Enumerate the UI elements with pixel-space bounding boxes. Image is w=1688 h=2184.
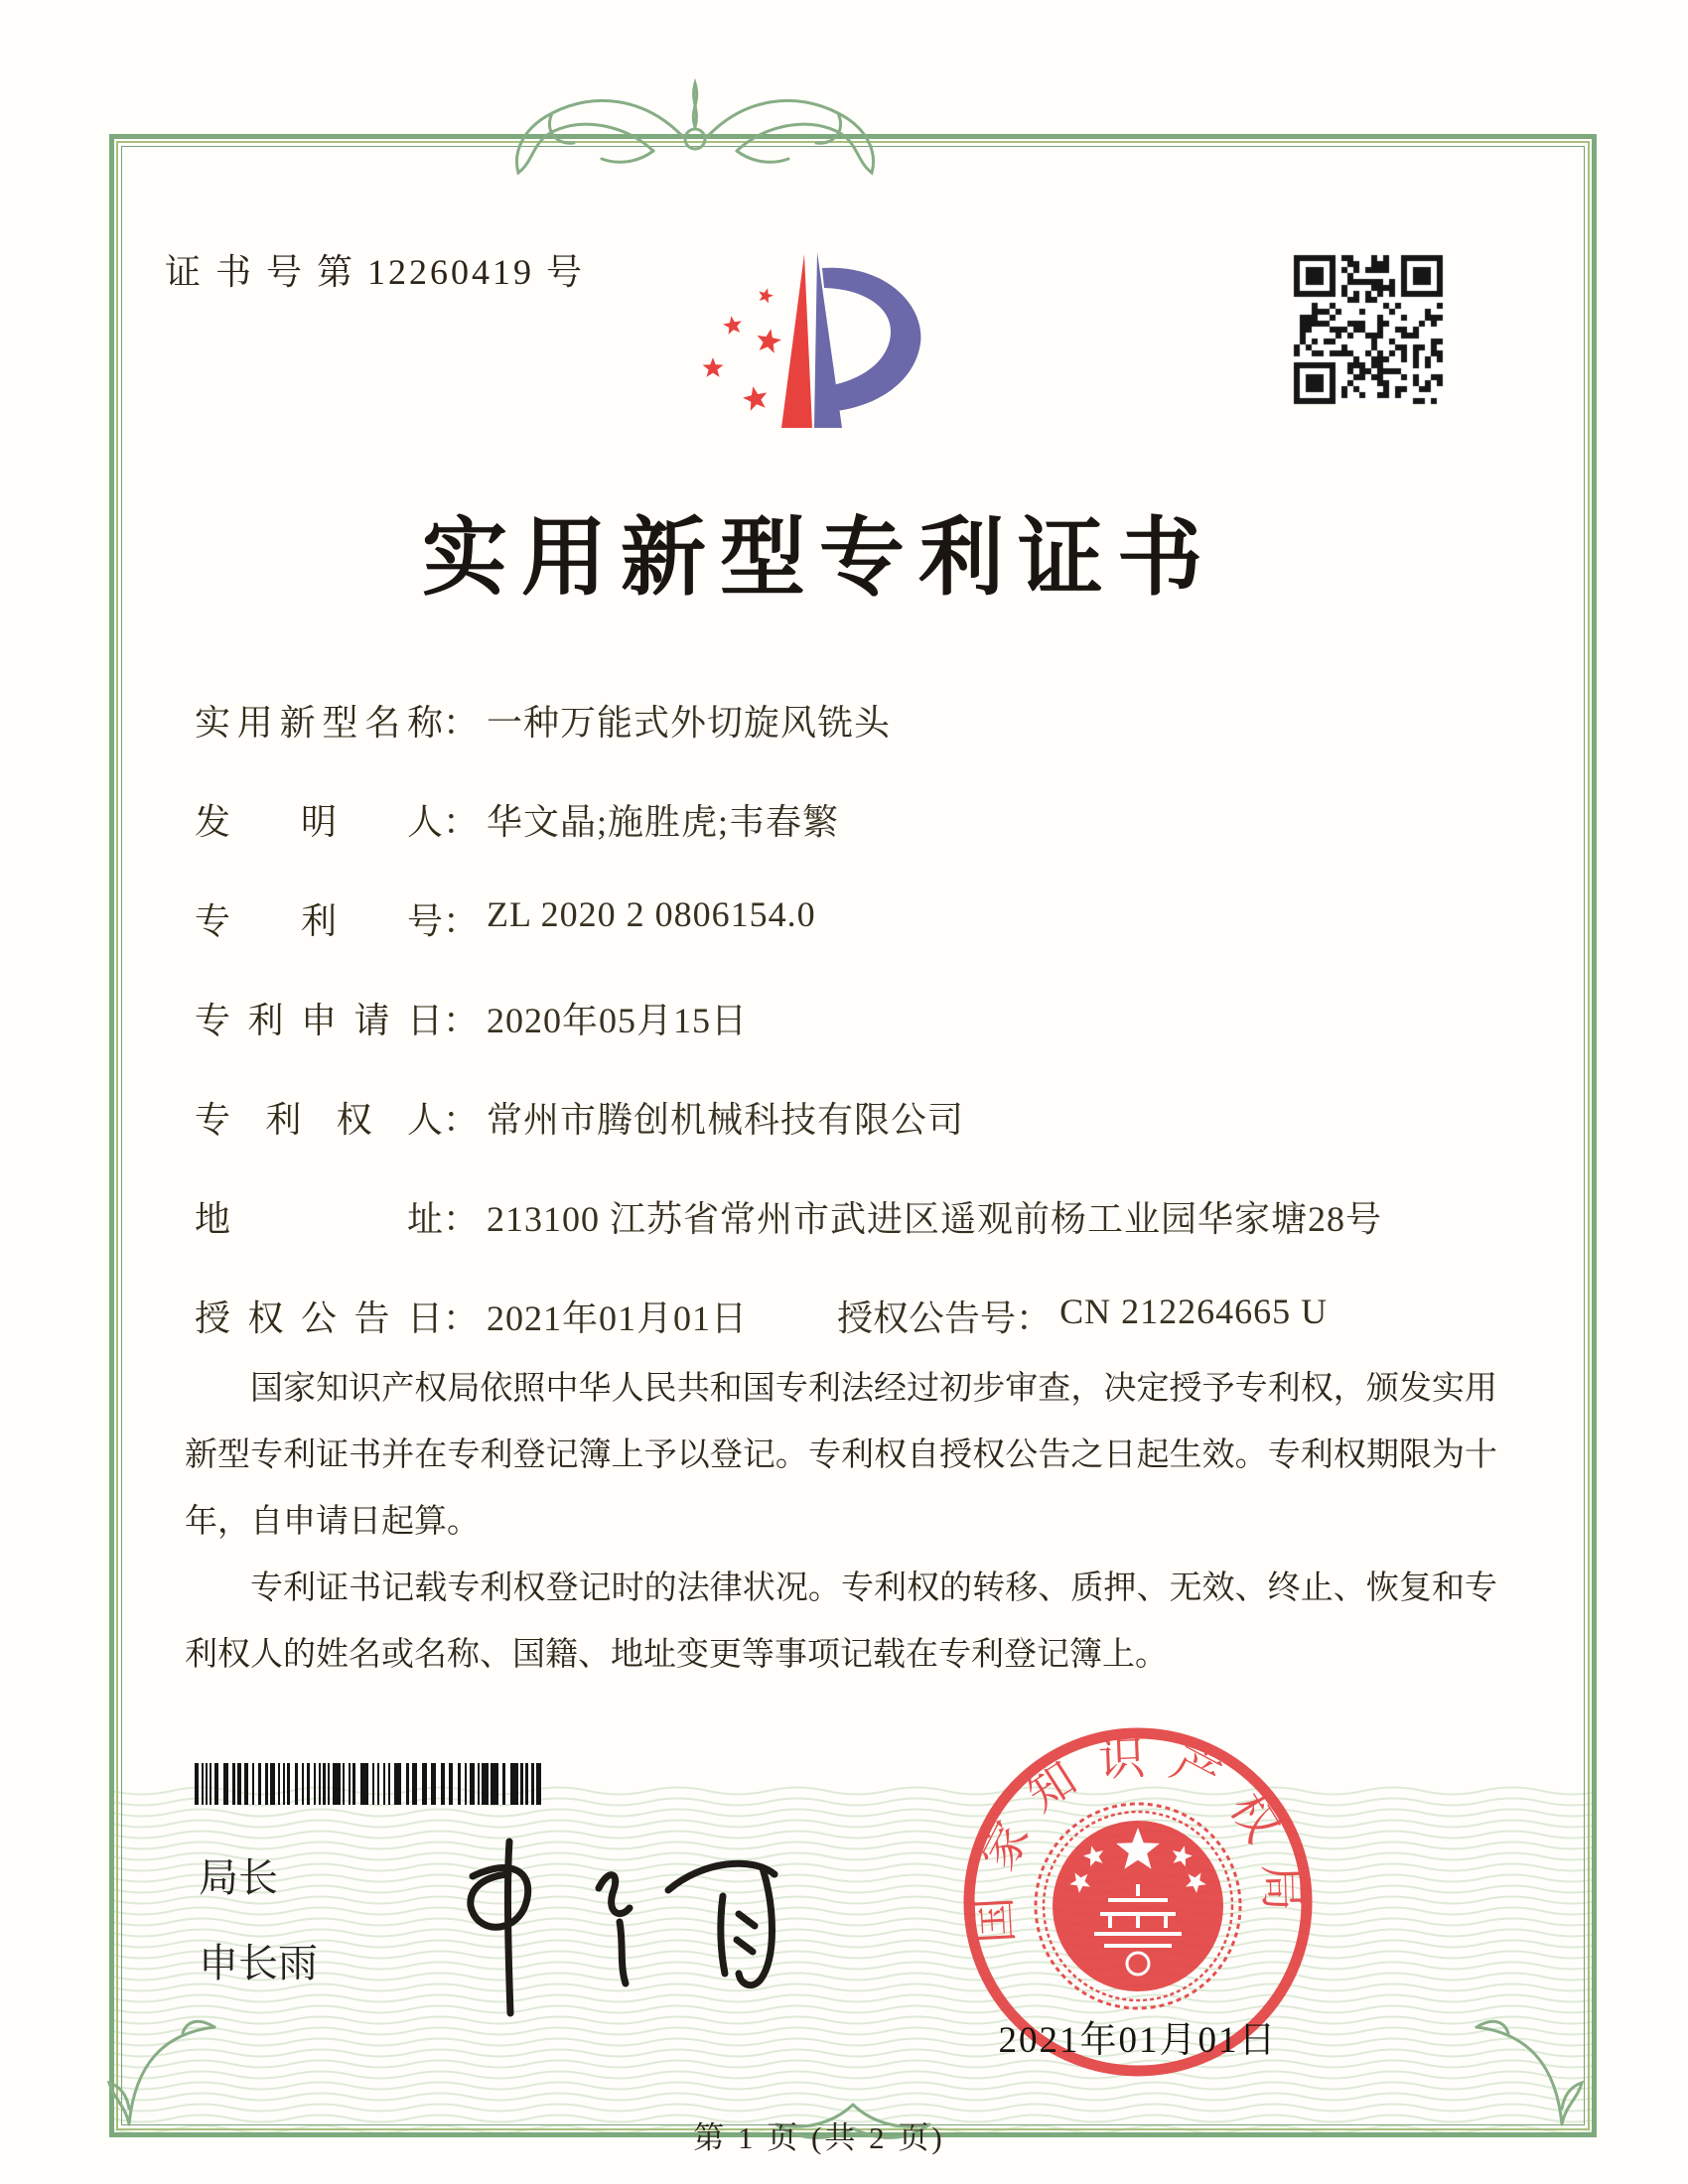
field-value: 常州市腾创机械科技有限公司 [487,1100,965,1140]
grant-date-value: 2021年01月01日 [487,1298,749,1338]
logo-star-5 [743,386,767,411]
legal-text [185,1356,1497,1689]
logo-star-4 [703,357,724,377]
commissioner-title: 局长 [199,1856,278,1900]
seal-emblem [1036,1804,1240,2008]
logo-star-2 [723,316,742,335]
certificate-number: 证 书 号 第 12260419 号 [165,252,586,292]
field-value: 一种万能式外切旋风铣头 [487,703,892,743]
grant-no-value: CN 212264665 U [1059,1292,1329,1331]
field-colon: ： [443,802,480,842]
barcode [195,1763,554,1805]
logo-star-3 [758,329,781,353]
field-colon: ： [443,1001,480,1040]
paragraph-register-statement: 专利证书记载专利权登记时的法律状况。专利权的转移、质押、无效、终止、恢复和专利权人的姓名或名称、国籍、地址变更等事项记载在专利登记簿上。 [185,1570,1497,1673]
seal-agency-text: 国家知识产权局 [967,1731,1308,1946]
top-border-ornament [475,66,915,197]
cnipa-logo [665,226,943,443]
field-colon: ： [443,901,480,941]
field-row-filing-date [195,993,1525,1092]
field-label: 专利申请日 [195,1001,443,1040]
logo-star-1 [759,288,774,303]
field-value: 2020年05月15日 [487,1001,749,1040]
logo-red-wedge [781,254,812,428]
field-row-inventors [195,794,1525,893]
field-colon: ： [443,703,480,743]
field-value: 213100 江苏省常州市武进区遥观前杨工业园华家塘28号 [487,1199,1383,1239]
field-value: 华文晶;施胜虎;韦春繁 [487,802,840,842]
qr-code [1293,254,1444,405]
field-colon: ： [443,1298,480,1338]
field-label: 地址 [195,1199,443,1239]
field-row-patentee [195,1092,1525,1191]
paragraph-grant-statement: 国家知识产权局依照中华人民共和国专利法经过初步审查，决定授予专利权，颁发实用新型专利证书并在专利登记簿上予以登记。专利权自授权公告之日起生效。专利权期限为十年，自申请日起算。 [185,1371,1497,1540]
grant-no-label: 授权公告号 [837,1298,1017,1338]
field-row-name [195,695,1525,794]
field-label: 专利权人 [195,1100,443,1140]
field-label: 发明人 [195,802,443,842]
ornament-center-circle [685,129,705,149]
field-colon: ： [443,1100,480,1140]
field-label: 实用新型名称 [195,703,443,743]
field-row-address [195,1191,1525,1291]
grant-date-label: 授权公告日 [195,1298,443,1338]
field-row-patent-no [195,893,1525,993]
field-colon: ： [1016,1298,1053,1338]
certificate-title: 实用新型专利证书 [422,510,1216,606]
commissioner-name: 申长雨 [199,1942,318,1985]
field-label: 专利号 [195,901,443,941]
logo-p-bowl [822,268,920,411]
field-list [195,695,1525,1390]
seal-date: 2021年01月01日 [998,2020,1278,2061]
field-value: ZL 2020 2 0806154.0 [487,894,816,934]
commissioner-autograph [425,1827,812,2037]
field-colon: ： [443,1199,480,1239]
page-footer: 第 1 页 (共 2 页) [693,2120,945,2155]
